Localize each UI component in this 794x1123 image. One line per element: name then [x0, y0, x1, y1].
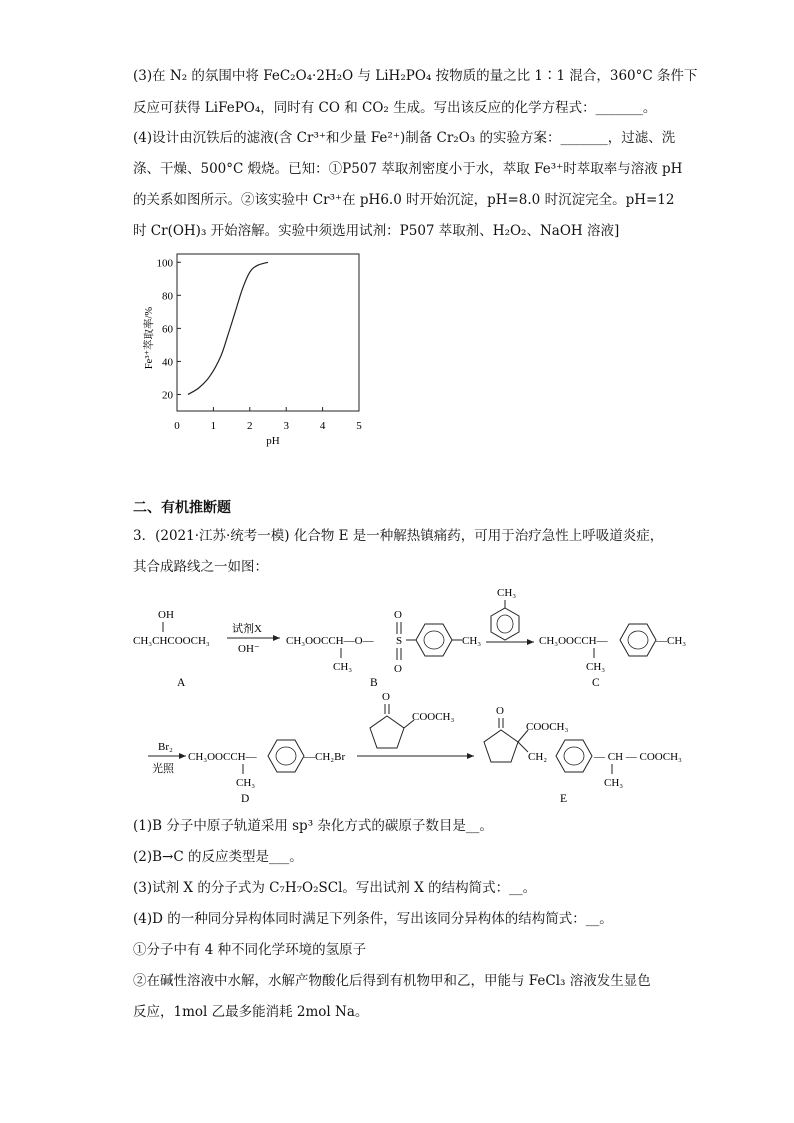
D-ring-substituent: —CH₂Br — [304, 751, 346, 763]
E-cyclopentanone-ring — [484, 730, 518, 762]
arrow2-reagent: Br₂ — [158, 741, 173, 753]
B-ring-methyl: CH₃ — [462, 635, 482, 647]
B-label: B — [370, 677, 378, 689]
arrow2-condition: 光照 — [152, 763, 174, 775]
chart-frame — [177, 254, 359, 411]
x-tick-label: 3 — [283, 420, 289, 432]
arrow1-condition: OH⁻ — [238, 643, 260, 655]
q3-intro-line1: 3．(2021·江苏·统考一模) 化合物 E 是一种解热镇痛药，可用于治疗急性上呼吸道炎症， — [133, 528, 664, 544]
E-tail: — CH — COOCH₃ — [594, 751, 682, 763]
x-tick-label: 2 — [247, 420, 253, 432]
question-4: (4)D 的一种同分异构体同时满足下列条件，写出该同分异构体的结构简式：__。 — [133, 911, 613, 927]
extraction-chart — [130, 250, 380, 450]
q3-intro-line2: 其合成路线之一如图： — [133, 559, 268, 575]
toluene-ring — [491, 608, 519, 640]
A-oh: OH — [158, 609, 174, 621]
x-tick-label: 0 — [174, 420, 180, 432]
x-tick-label: 1 — [210, 420, 217, 432]
E-label: E — [560, 793, 568, 805]
E-oxo: O — [496, 705, 504, 717]
q3-part4-line3: 的关系如图所示。②该实验中 Cr³⁺在 pH6.0 时开始沉淀，pH=8.0 时沉淀完全。pH=12 — [133, 192, 675, 208]
arrow1-reagent: 试剂X — [232, 623, 262, 635]
question-1: (1)B 分子中原子轨道采用 sp³ 杂化方式的碳原子数目是__。 — [133, 818, 493, 834]
A-formula: CH₃CHCOOCH₃ — [133, 635, 210, 647]
A-label: A — [177, 677, 186, 689]
condition-2-line1: ②在碱性溶液中水解，水解产物酸化后得到有机物甲和乙，甲能与 FeCl₃ 溶液发生显色 — [133, 973, 651, 989]
C-ring-methyl: —CH₃ — [656, 635, 687, 647]
toluene-methyl: CH₃ — [497, 587, 517, 599]
x-tick-label: 5 — [356, 420, 362, 432]
B-oxo-bottom: O — [394, 663, 402, 675]
question-2: (2)B→C 的反应类型是___。 — [133, 849, 303, 865]
ketoester-ester: COOCH₃ — [412, 711, 455, 723]
y-tick-label: 60 — [162, 323, 173, 336]
x-tick-label: 4 — [319, 420, 326, 432]
q3-part3-line1: (3)在 N₂ 的氛围中将 FeC₂O₄·2H₂O 与 LiH₂PO₄ 按物质的量之比 1∶1 混合，360°C 条件下 — [133, 68, 698, 84]
q3-part4-line4: 时 Cr(OH)₃ 开始溶解。实验中须选用试剂：P507 萃取剂、H₂O₂、NaOH 溶液] — [133, 223, 620, 239]
D-methyl: CH₃ — [236, 777, 256, 789]
E-benzene-ring — [556, 740, 592, 772]
question-3: (3)试剂 X 的分子式为 C₇H₇O₂SCl。写出试剂 X 的结构简式：__。 — [133, 880, 537, 896]
section-title: 二、有机推断题 — [133, 500, 231, 516]
q3-part4-line2: 涤、干燥、500°C 煅烧。已知：①P507 萃取剂密度小于水，萃取 Fe³⁺时萃取率与溶液 pH — [133, 161, 683, 177]
cyclopentanone-ring — [370, 716, 404, 748]
series-line — [188, 262, 268, 394]
y-tick-label: 40 — [162, 356, 173, 369]
E-methyl: CH₃ — [604, 777, 624, 789]
B-formula: CH₃OOCCH—O— — [286, 635, 374, 647]
C-benzene-ring — [620, 624, 656, 656]
q3-part3-line2: 反应可获得 LiFePO₄，同时有 CO 和 CO₂ 生成。写出该反应的化学方程式：_______。 — [133, 100, 657, 116]
y-tick-label: 20 — [162, 389, 173, 402]
synthesis-scheme — [0, 580, 794, 810]
C-formula: CH₃OOCCH— — [539, 635, 608, 647]
x-axis-label: pH — [266, 435, 280, 447]
E-ch2: CH₂ — [528, 751, 548, 763]
condition-1: ①分子中有 4 种不同化学环境的氢原子 — [133, 942, 367, 958]
y-tick-label: 100 — [156, 257, 173, 270]
y-axis-label: Fe³⁺萃取率/% — [144, 306, 155, 370]
D-formula: CH₃OOCCH— — [188, 751, 257, 763]
B-oxo-top: O — [394, 609, 402, 621]
B-methyl: CH₃ — [333, 661, 353, 673]
B-sulfur: S — [396, 635, 403, 647]
D-label: D — [241, 793, 250, 805]
C-methyl: CH₃ — [586, 661, 606, 673]
ketoester-oxo: O — [382, 691, 390, 703]
B-benzene-ring — [416, 624, 452, 656]
condition-2-line2: 反应，1mol 乙最多能消耗 2mol Na。 — [133, 1004, 369, 1020]
C-label: C — [592, 677, 600, 689]
q3-part4-line1: (4)设计由沉铁后的滤液(含 Cr³⁺和少量 Fe²⁺)制备 Cr₂O₃ 的实验方案：_______，过滤、洗 — [133, 130, 676, 146]
y-tick-label: 80 — [162, 290, 173, 303]
E-ester: COOCH₃ — [526, 721, 569, 733]
D-benzene-ring — [268, 740, 304, 772]
